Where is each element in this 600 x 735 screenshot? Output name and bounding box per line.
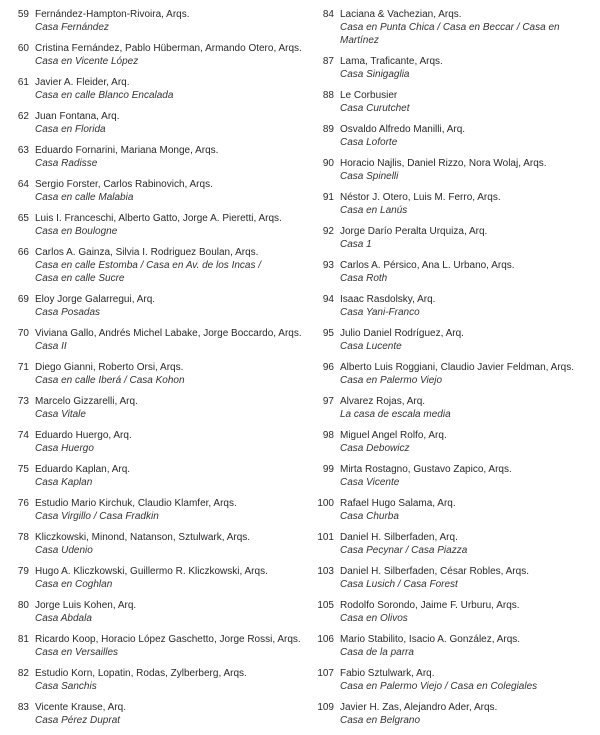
entry-body [340,89,600,115]
project-title: Casa Pérez Duprat [35,715,121,726]
index-entry [0,463,306,489]
entry-body [35,144,306,170]
page-number: 89 [322,124,334,135]
index-entry [0,633,306,659]
page-number: 78 [17,532,29,543]
page-number: 70 [17,328,29,339]
index-entry [306,293,600,319]
project-title: Casa en Lanús [340,205,408,216]
index-entry [0,110,306,136]
index-entry [0,8,306,34]
project-title: Casa en calle Blanco Encalada [35,90,174,101]
project-title: Casa Pecynar / Casa Piazza [340,545,468,556]
index-entry [0,42,306,68]
index-entry [306,8,600,47]
index-entry [306,531,600,557]
project-title: Casa Radisse [35,158,98,169]
architect-names: Eloy Jorge Galarregui, Arq. [35,294,156,305]
architect-names: Jorge Luis Kohen, Arq. [35,600,137,611]
index-entry [0,293,306,319]
architect-names: Rafael Hugo Salama, Arq. [340,498,456,509]
entry-body [340,565,600,591]
page-number: 88 [322,90,334,101]
index-entry [0,76,306,102]
project-title: Casa Posadas [35,307,101,318]
index-column-right [306,8,600,735]
index-entry [306,89,600,115]
entry-body [340,259,600,285]
architect-names: Eduardo Kaplan, Arq. [35,464,131,475]
index-entry [306,633,600,659]
index-entry [306,565,600,591]
entry-body [35,327,306,353]
index-entry [306,395,600,421]
page-number: 65 [17,213,29,224]
project-title: Casa Spinelli [340,171,399,182]
page-number: 100 [317,498,334,509]
page-number: 81 [17,634,29,645]
page-number: 98 [322,430,334,441]
index-entry [0,429,306,455]
index-entry [306,55,600,81]
architect-names: Luis I. Franceschi, Alberto Gatto, Jorge A. Pieretti, Arqs. [35,213,282,224]
project-title: Casa Lucente [340,341,402,352]
project-title: Casa de la parra [340,647,414,658]
page-number: 63 [17,145,29,156]
page-number: 97 [322,396,334,407]
entry-body [340,225,600,251]
page-number: 80 [17,600,29,611]
index-column-left [0,8,306,735]
project-title: Casa Abdala [35,613,92,624]
project-title: Casa 1 [340,239,372,250]
project-title: Casa en calle Iberá / Casa Kohon [35,375,185,386]
project-title: Casa Loforte [340,137,398,148]
page-number: 62 [17,111,29,122]
page-number: 107 [317,668,334,679]
page-number: 109 [317,702,334,713]
entry-body [35,429,306,455]
index-entry [0,565,306,591]
project-title: Casa Sinigaglia [340,69,410,80]
entry-body [35,497,306,523]
page-number: 93 [322,260,334,271]
architect-names: Carlos A. Pérsico, Ana L. Urbano, Arqs. [340,260,515,271]
architect-names: Isaac Rasdolsky, Arq. [340,294,436,305]
project-title: Casa Huergo [35,443,94,454]
index-entry [0,599,306,625]
page-number: 74 [17,430,29,441]
project-title: Casa Curutchet [340,103,410,114]
architect-names: Lama, Traficante, Arqs. [340,56,443,67]
entry-body [35,395,306,421]
page-number: 91 [322,192,334,203]
architect-names: Le Corbusier [340,90,398,101]
architect-names: Daniel H. Silberfaden, Arq. [340,532,458,543]
page-number: 75 [17,464,29,475]
entry-body [35,633,306,659]
project-title: Casa Debowicz [340,443,410,454]
index-entry [0,667,306,693]
page-number: 76 [17,498,29,509]
index-entry [0,531,306,557]
page-number: 101 [317,532,334,543]
architect-names: Mario Stabilito, Isacio A. González, Arqs. [340,634,521,645]
index-entry [306,701,600,727]
page-number: 66 [17,247,29,258]
architect-names: Jorge Darío Peralta Urquiza, Arq. [340,226,488,237]
index-entry [306,361,600,387]
architect-names: Rodolfo Sorondo, Jaime F. Urburu, Arqs. [340,600,520,611]
project-title: Casa en Palermo Viejo / Casa en Colegiales [340,681,538,692]
entry-body [340,599,600,625]
architect-names: Kliczkowski, Minond, Natanson, Sztulwark, Arqs. [35,532,251,543]
project-title: Casa II [35,341,67,352]
entry-body [35,463,306,489]
architect-names: Cristina Fernández, Pablo Hüberman, Armando Otero, Arqs. [35,43,302,54]
entry-body [340,8,600,47]
entry-body [340,55,600,81]
architect-names: Alberto Luis Roggiani, Claudio Javier Feldman, Arqs. [340,362,575,373]
project-title: Casa en Punta Chica / Casa en Beccar / Casa en Martínez [340,22,560,46]
entry-body [340,463,600,489]
entry-body [35,110,306,136]
project-title: Casa en Boulogne [35,226,118,237]
page-number: 106 [317,634,334,645]
index-entry [0,361,306,387]
index-entry [306,667,600,693]
entry-body [340,191,600,217]
index-entry [306,157,600,183]
entry-body [35,565,306,591]
page-number: 59 [17,9,29,20]
page-number: 95 [322,328,334,339]
architect-names: Néstor J. Otero, Luis M. Ferro, Arqs. [340,192,501,203]
entry-body [35,701,306,727]
index-entry [0,144,306,170]
architect-names: Miguel Angel Rolfo, Arq. [340,430,447,441]
index-entry [306,463,600,489]
entry-body [340,157,600,183]
entry-body [35,531,306,557]
page-number: 90 [322,158,334,169]
index-entry [0,178,306,204]
project-title: Casa Roth [340,273,388,284]
architect-names: Juan Fontana, Arq. [35,111,120,122]
architect-names: Julio Daniel Rodríguez, Arq. [340,328,464,339]
architect-names: Fabio Sztulwark, Arq. [340,668,435,679]
page-number: 87 [322,56,334,67]
index-entry [0,327,306,353]
architect-names: Javier H. Zas, Alejandro Ader, Arqs. [340,702,498,713]
project-title: Casa en Coghlan [35,579,113,590]
architect-names: Alvarez Rojas, Arq. [340,396,426,407]
index-entry [306,259,600,285]
project-title: Casa en Palermo Viejo [340,375,443,386]
architect-names: Estudio Korn, Lopatin, Rodas, Zylberberg, Arqs. [35,668,247,679]
entry-body [340,701,600,727]
architect-names: Eduardo Huergo, Arq. [35,430,132,441]
page-number: 99 [322,464,334,475]
page-number: 105 [317,600,334,611]
index-entry [0,246,306,285]
architect-names: Fernández-Hampton-Rivoira, Arqs. [35,9,190,20]
index-entry [0,395,306,421]
architect-names: Sergio Forster, Carlos Rabinovich, Arqs. [35,179,213,190]
project-title: Casa Vicente [340,477,400,488]
project-title: Casa Sanchis [35,681,97,692]
page-number: 79 [17,566,29,577]
project-title: Casa en Versailles [35,647,119,658]
index-entry [306,191,600,217]
index-entry [0,212,306,238]
architect-names: Mirta Rostagno, Gustavo Zapico, Arqs. [340,464,512,475]
index-entry [306,225,600,251]
architect-names: Eduardo Fornarini, Mariana Monge, Arqs. [35,145,219,156]
project-title: Casa Virgillo / Casa Fradkin [35,511,159,522]
index-entry [0,497,306,523]
page-number: 61 [17,77,29,88]
page-number: 69 [17,294,29,305]
entry-body [340,531,600,557]
project-title: Casa en calle Sucre [35,273,125,284]
project-title: Casa en Florida [35,124,106,135]
project-title: Casa Yani-Franco [340,307,420,318]
page-number: 64 [17,179,29,190]
entry-body [35,212,306,238]
index-entry [306,123,600,149]
architect-names: Ricardo Koop, Horacio López Gaschetto, Jorge Rossi, Arqs. [35,634,301,645]
entry-body [340,123,600,149]
page-number: 60 [17,43,29,54]
entry-body [340,395,600,421]
entry-body [35,667,306,693]
architect-names: Osvaldo Alfredo Manilli, Arq. [340,124,466,135]
project-title: Casa en Olivos [340,613,408,624]
project-title: Casa Vitale [35,409,86,420]
entry-body [340,327,600,353]
page-number: 71 [17,362,29,373]
project-title: Casa en Belgrano [340,715,421,726]
entry-body [340,667,600,693]
architect-names: Javier A. Fleider, Arq. [35,77,130,88]
project-title: Casa en Vicente López [35,56,139,67]
index-entry [306,599,600,625]
entry-body [340,497,600,523]
page-number: 92 [322,226,334,237]
entry-body [340,429,600,455]
project-title: Casa Udenio [35,545,93,556]
page-number: 82 [17,668,29,679]
entry-body [35,246,306,285]
architect-names: Marcelo Gizzarelli, Arq. [35,396,138,407]
architect-names: Hugo A. Kliczkowski, Guillermo R. Kliczkowski, Arqs. [35,566,268,577]
index-entry [306,327,600,353]
project-title: Casa en calle Estomba / Casa en Av. de los Incas / [35,260,262,271]
architect-names: Daniel H. Silberfaden, César Robles, Arqs. [340,566,529,577]
project-title: Casa Churba [340,511,399,522]
page-number: 103 [317,566,334,577]
page-number: 94 [322,294,334,305]
project-title: Casa Kaplan [35,477,93,488]
entry-body [340,361,600,387]
entry-body [340,633,600,659]
index-entry [0,701,306,727]
page-number: 84 [322,9,334,20]
index-entry [306,429,600,455]
project-title: Casa en calle Malabia [35,192,134,203]
entry-body [35,8,306,34]
entry-body [35,599,306,625]
architect-names: Diego Gianni, Roberto Orsi, Arqs. [35,362,184,373]
architect-names: Estudio Mario Kirchuk, Claudio Klamfer, Arqs. [35,498,237,509]
architect-names: Laciana & Vachezian, Arqs. [340,9,462,20]
architect-names: Horacio Najlis, Daniel Rizzo, Nora Wolaj, Arqs. [340,158,547,169]
page-number: 83 [17,702,29,713]
project-title: Casa Lusich / Casa Forest [340,579,458,590]
entry-body [35,42,306,68]
entry-body [35,76,306,102]
entry-body [35,178,306,204]
entry-body [35,361,306,387]
page-number: 73 [17,396,29,407]
project-title: Casa Fernández [35,22,109,33]
architect-names: Viviana Gallo, Andrés Michel Labake, Jorge Boccardo, Arqs. [35,328,302,339]
entry-body [340,293,600,319]
entry-body [35,293,306,319]
project-title: La casa de escala media [340,409,451,420]
architect-names: Vicente Krause, Arq. [35,702,126,713]
index-entry [306,497,600,523]
page-number: 96 [322,362,334,373]
architect-names: Carlos A. Gainza, Silvia I. Rodriguez Boulan, Arqs. [35,247,259,258]
